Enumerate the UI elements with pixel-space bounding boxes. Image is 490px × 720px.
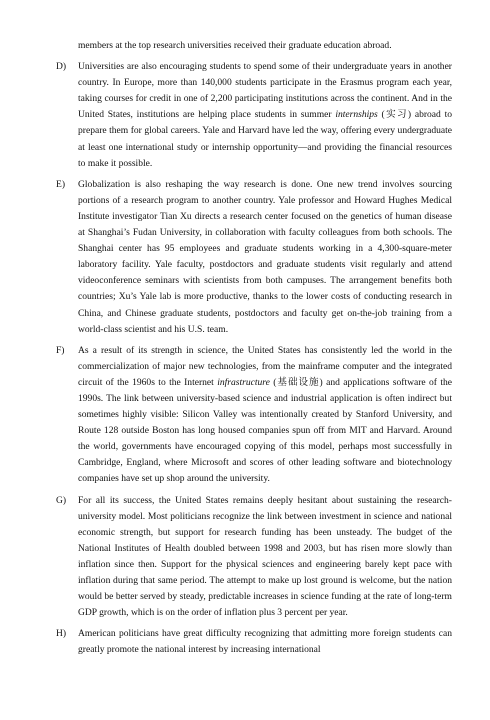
paragraph-e (56, 177, 452, 338)
text-before: American politicians have great difficulty recognizing that admitting more foreign students can greatly promote the national interest by increasing international (78, 628, 452, 656)
text-before: As a result of its strength in science, the United States has consistently led the world in the commercialization of major new technologies, from the mainframe computer and the integrated circuit of the 1960s to the Internet (78, 344, 452, 388)
document-page (56, 38, 452, 663)
lead-paragraph: members at the top research universities received their graduate education abroad. (78, 40, 392, 51)
text-before: For all its success, the United States remains deeply hesitant about sustaining the research-university model. Most politicians recognize the link between investment in science and national economic strength, but support for research funding has been unsteady. The budget of the National Institutes of Health doubled between 1998 and 2003, but has risen more slowly than inflation since then. Support for the physical sciences and engineering barely kept pace with inflation during that same period. The attempt to make up lost ground is welcome, but the nation would be better served by steady, predictable increases in science funding at the rate of long-term GDP growth, which is on the order of inflation plus 3 percent per year. (78, 494, 452, 619)
paragraph-text (78, 177, 452, 338)
paragraph-f (56, 343, 452, 488)
term-gloss: (基础设施) (269, 376, 327, 388)
text-after: and applications software of the 1990s. The link between university-based science and industrial application is often indirect but sometimes highly visible: Silicon Valley was intentionally created by Stanford University, and Route 128 outside Boston has long housed companies spun off from MIT and Harvard. Around the world, governments have encouraged copying of this model, perhaps most successfully in Cambridge, England, where Microsoft and scores of other leading software and biotechnology companies have set up shop around the university. (78, 376, 452, 485)
text-before: Universities are also encouraging students to spend some of their undergraduate years in another country. In Europe, more than 140,000 students participate in the Erasmus program each year, taking courses for credit in one of 2,200 participating institutions across the continent. And in the United States, institutions are helping place students in summer (78, 61, 452, 121)
paragraph-text (78, 343, 452, 488)
italic-term: internships (335, 109, 378, 121)
paragraph-letter: D) (56, 61, 67, 73)
text-after: abroad to prepare them for global careers. Yale and Harvard have led the way, offering every undergraduate at least one international study or internship opportunity—and providing the financial resources to make it possible. (78, 109, 452, 169)
italic-term: infrastructure (217, 376, 270, 388)
paragraph-g (56, 493, 452, 622)
paragraph-letter: G) (56, 494, 67, 506)
paragraph-letter: H) (56, 628, 67, 640)
paragraph-text (78, 59, 452, 172)
term-gloss: (实习) (377, 109, 415, 121)
paragraph-text (78, 626, 452, 658)
paragraph-h (56, 626, 452, 658)
paragraph-letter: F) (56, 344, 65, 356)
paragraph-d (56, 59, 452, 172)
paragraph-letter: E) (56, 178, 66, 190)
paragraph-text (78, 493, 452, 622)
text-before: Globalization is also reshaping the way research is done. One new trend involves sourcing portions of a research program to another country. Yale professor and Howard Hughes Medical Institute investigator Tian Xu directs a research center focused on the genetics of human disease at Shanghai’s Fudan University, in collaboration with faculty colleagues from both schools. The Shanghai center has 95 employees and graduate students working in a 4,300-square-meter laboratory facility. Yale faculty, postdoctors and graduate students visit regularly and attend videoconference seminars with scientists from both campuses. The arrangement benefits both countries; Xu’s Yale lab is more productive, thanks to the lower costs of conducting research in China, and Chinese graduate students, postdoctors and faculty get on-the-job training from a world-class scientist and his U.S. team. (78, 178, 452, 335)
